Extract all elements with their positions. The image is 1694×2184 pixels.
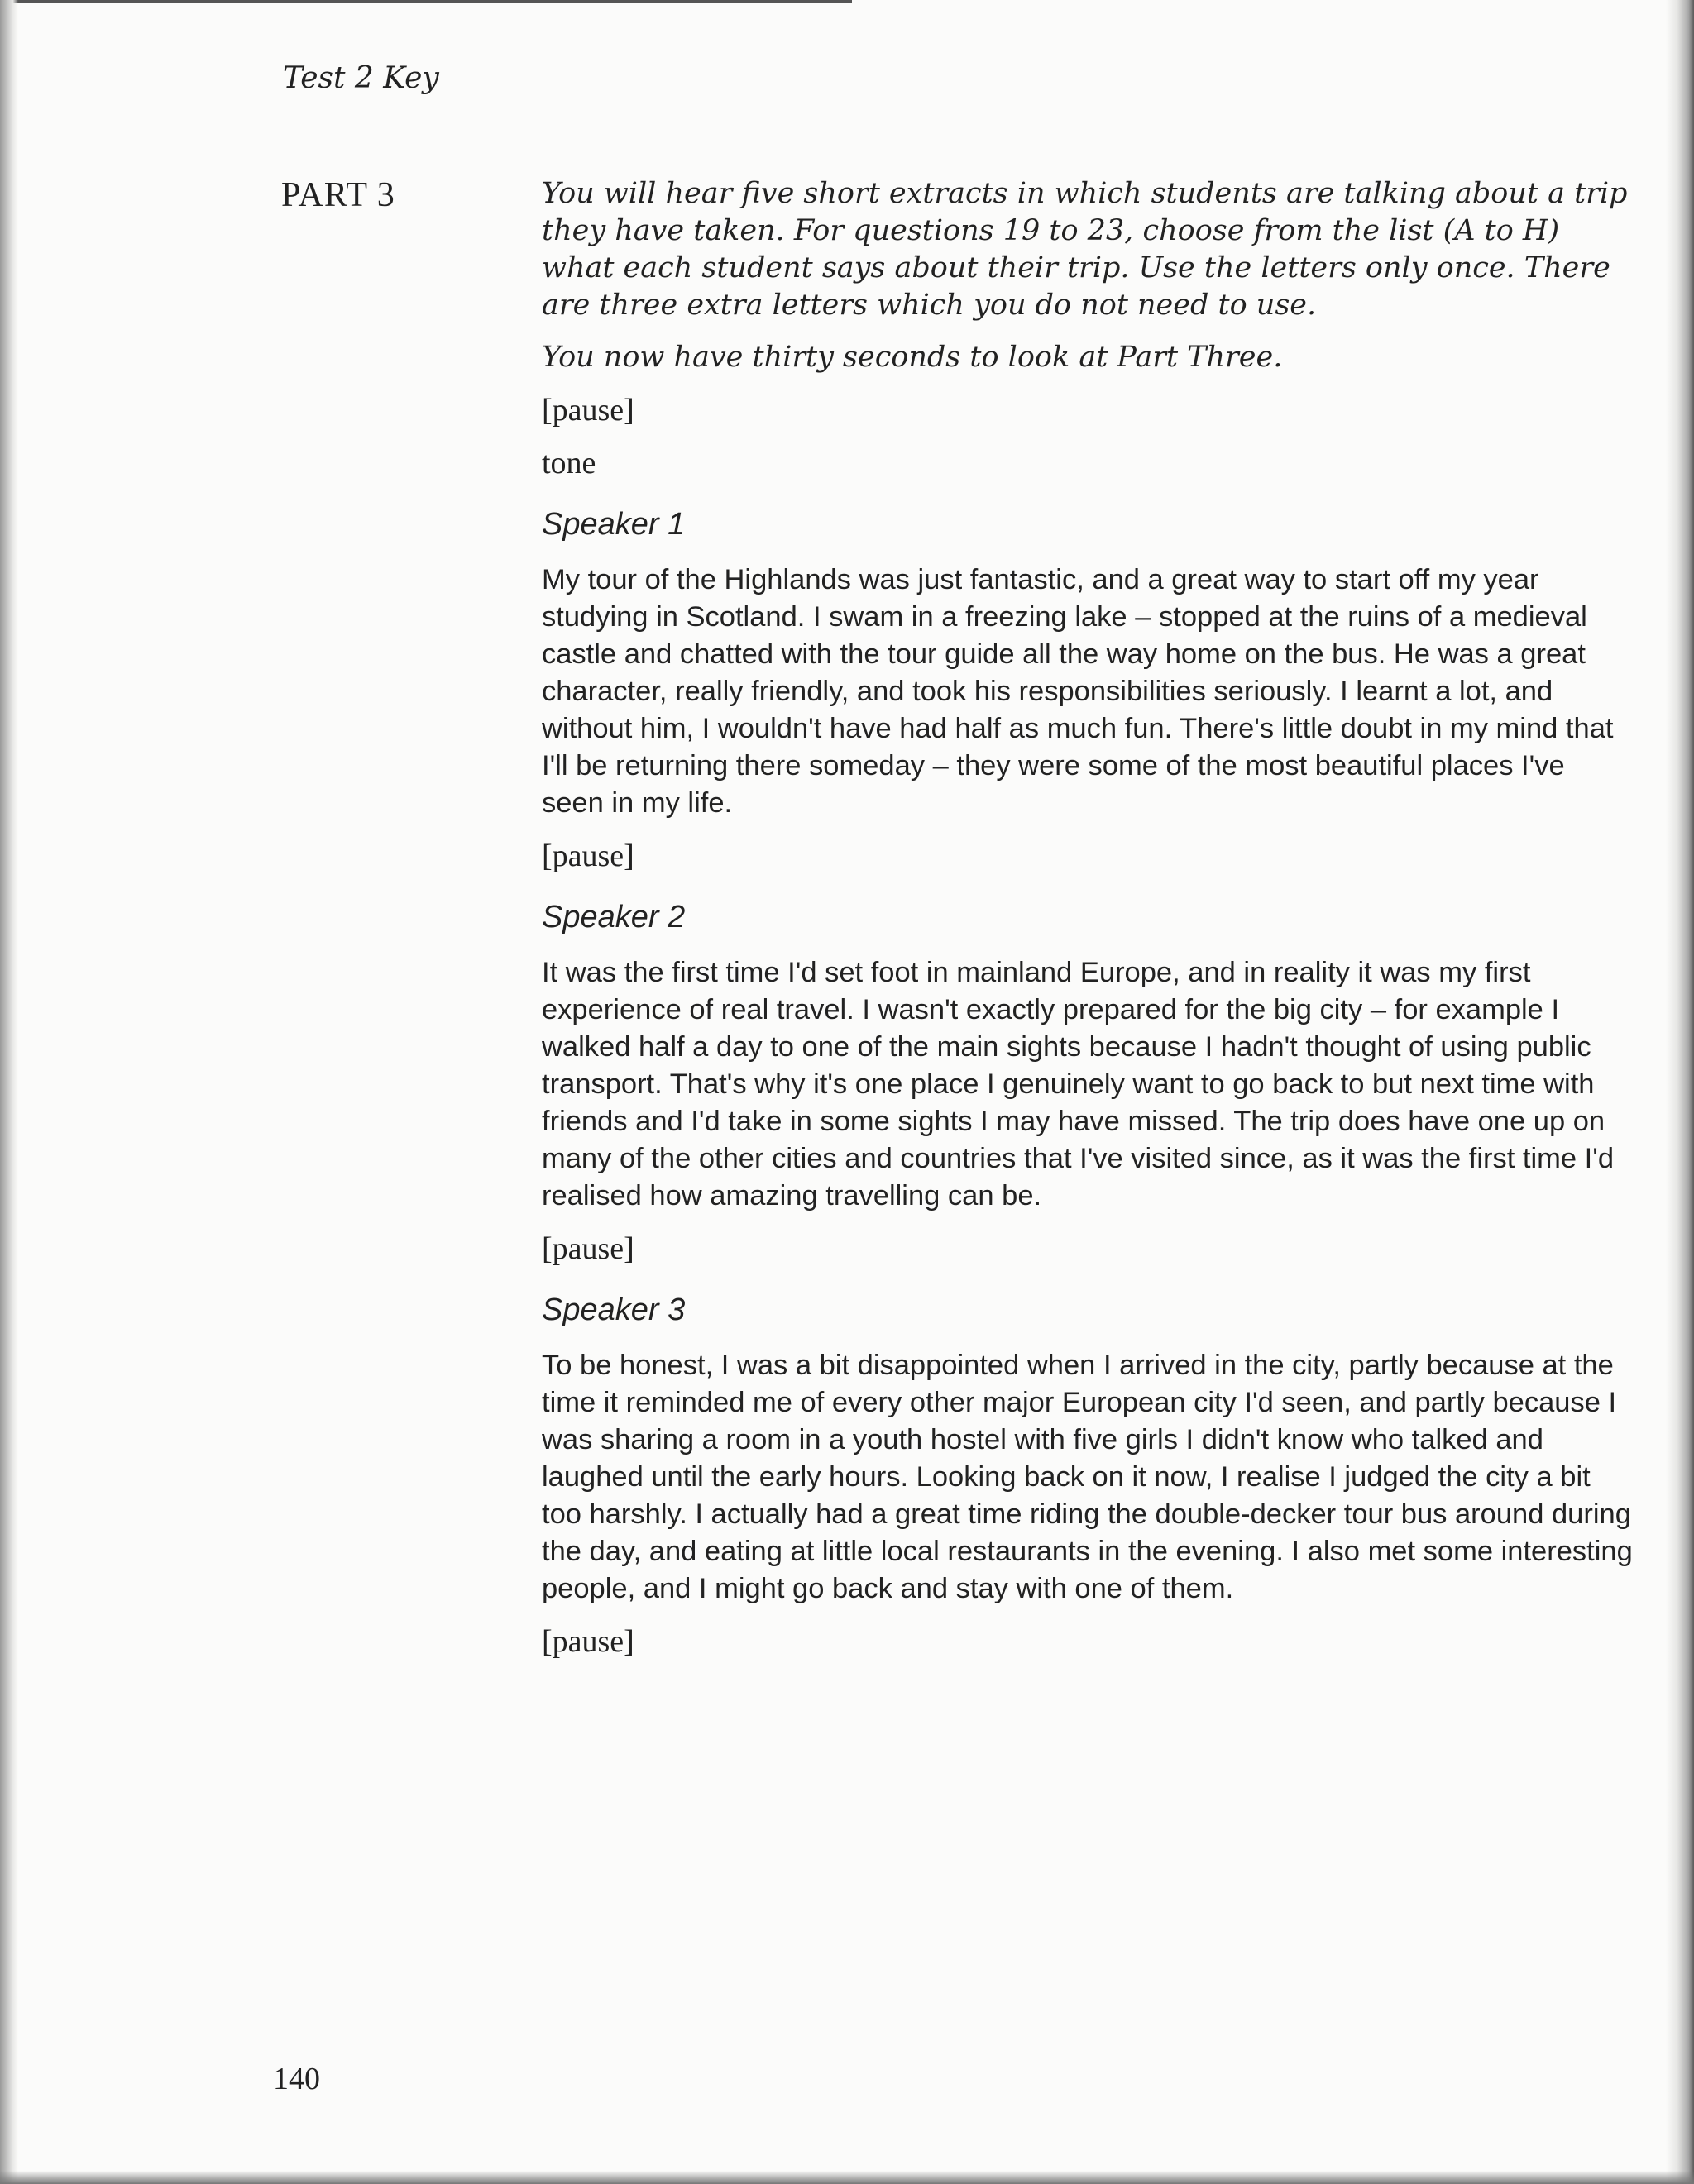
- part-label: PART 3: [281, 176, 395, 214]
- look-instruction: You now have thirty seconds to look at Part Three.: [542, 341, 1283, 374]
- pause-marker: [pause]: [542, 1231, 634, 1266]
- speaker-heading: Speaker 1: [542, 507, 686, 542]
- scan-shadow-top: [0, 0, 852, 3]
- scan-shadow-bottom: [0, 2171, 1694, 2184]
- scan-shadow-left: [0, 0, 18, 2184]
- speaker-text: To be honest, I was a bit disappointed when I arrived in the city, partly because at the time it reminded me of every other major European city I'd seen, and partly because I was sharing a room in a youth hostel with five girls I didn't know who talked and laughed until the early hours. Looking back on it now, I realise I judged the city a bit too harshly. I actually had a great time riding the double-decker tour bus around during the day, and eating at little local restaurants in the evening. I also met some interesting people, and I might go back and stay with one of them.: [542, 1350, 1633, 1604]
- scan-shadow-right: [1666, 0, 1694, 2184]
- pause-marker: [pause]: [542, 839, 634, 873]
- pause-marker: [pause]: [542, 1624, 634, 1659]
- pause-marker: [pause]: [542, 393, 634, 428]
- tone-marker: tone: [542, 446, 596, 480]
- speaker-text: It was the first time I'd set foot in mainland Europe, and in reality it was my first experience of real travel. I wasn't exactly prepared for the big city – for example I walked half a day to one of the main sights because I hadn't thought of using public transport. That's why it's one place I genuinely want to go back to but next time with friends and I'd take in some sights I may have missed. The trip does have one up on many of the other cities and countries that I've visited since, as it was the first time I'd realised how amazing travelling can be.: [542, 957, 1615, 1211]
- speaker-heading: Speaker 2: [542, 900, 686, 934]
- transcript-content: [542, 175, 1634, 1675]
- instructions: You will hear five short extracts in which students are talking about a trip they have taken. For questions 19 to 23, choose from the list (A to H) what each student says about their trip. Use the letters only once. There are three extra letters which you do not need to use.: [542, 177, 1628, 322]
- speaker-text: My tour of the Highlands was just fantastic, and a great way to start off my year studying in Scotland. I swam in a freezing lake – stopped at the ruins of a medieval castle and chatted with the tour guide all the way home on the bus. He was a great character, really friendly, and took his responsibilities seriously. I learnt a lot, and without him, I wouldn't have had half as much fun. There's little doubt in my mind that I'll be returning there someday – they were some of the most beautiful places I've seen in my life.: [542, 564, 1614, 819]
- page-number: 140: [273, 2062, 320, 2096]
- running-head: Test 2 Key: [283, 61, 439, 95]
- speaker-heading: Speaker 3: [542, 1293, 686, 1327]
